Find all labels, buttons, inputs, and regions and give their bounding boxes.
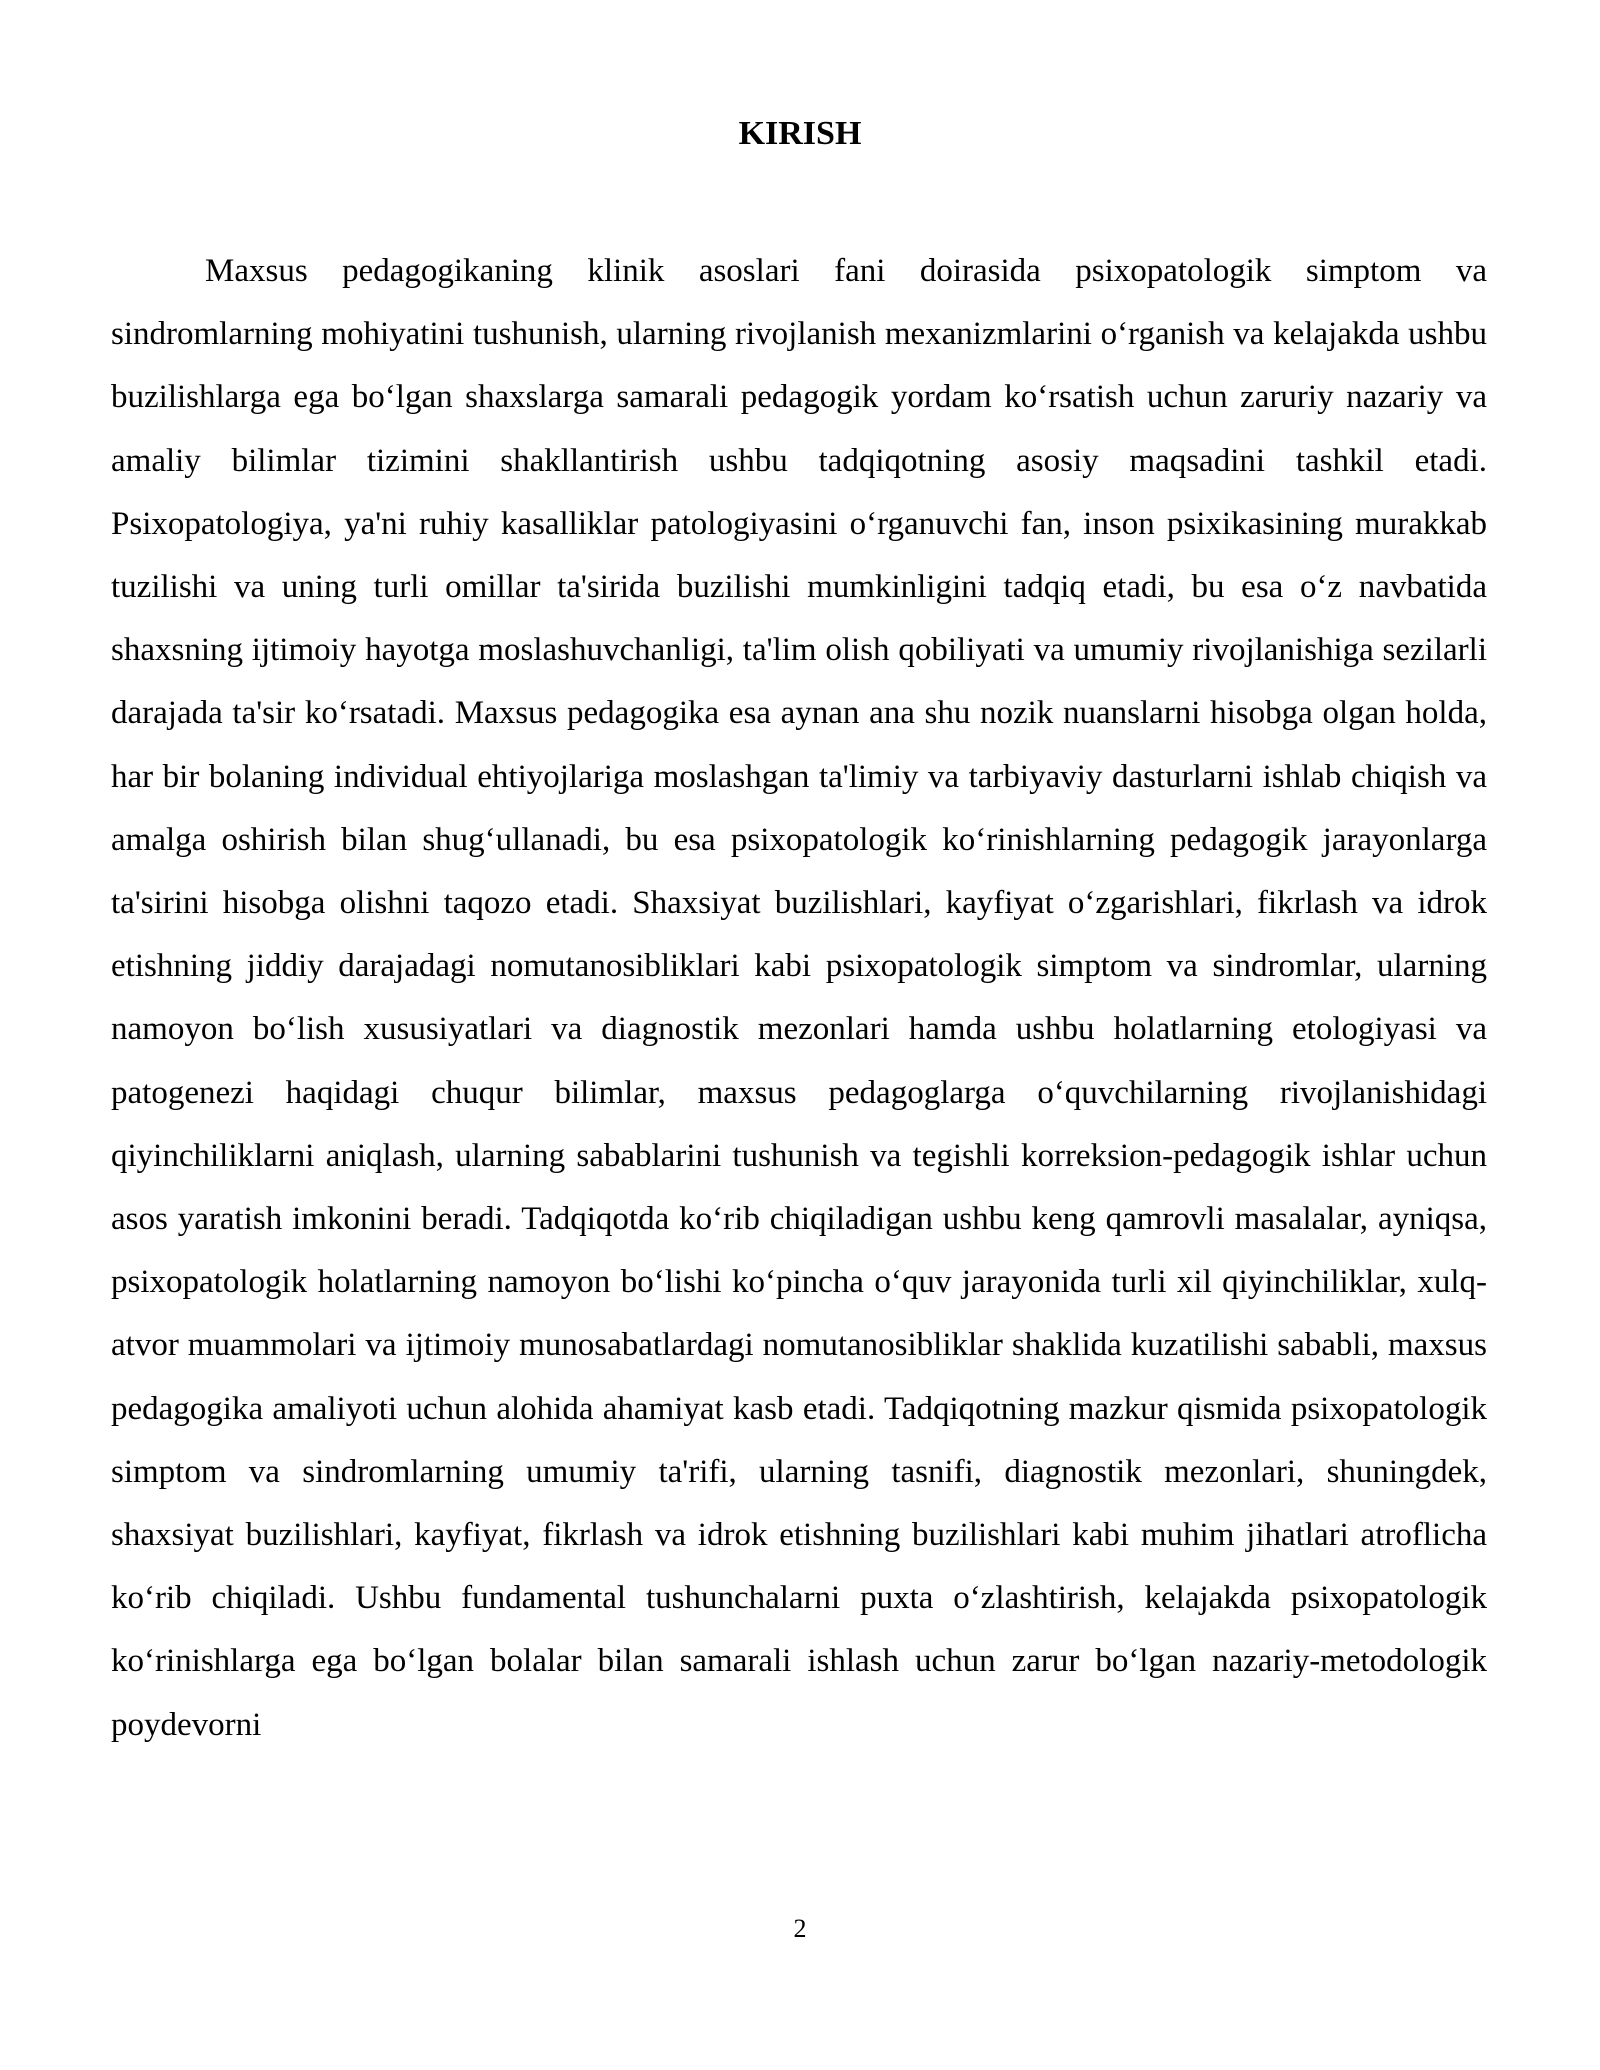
page-title: KIRISH	[738, 115, 862, 152]
page-number: 2	[793, 1914, 807, 1943]
body-paragraph: Maxsus pedagogikaning klinik asoslari fani doirasida psixopatologik simptom va sindromlarning mohiyatini tushunish, ularning rivojlanish mexanizmlarini o‘rganish va kelajakda ushbu buzilishlarga ega bo‘lgan shaxslarga samarali pedagogik yordam ko‘rsatish uchun zaruriy nazariy va amaliy bilimlar tizimini shakllantirish ushbu tadqiqotning asosiy maqsadini tashkil etadi. Psixopatologiya, ya'ni ruhiy kasalliklar patologiyasini o‘rganuvchi fan, inson psixikasining murakkab tuzilishi va uning turli omillar ta'sirida buzilishi mumkinligini tadqiq etadi, bu esa o‘z navbatida shaxsning ijtimoiy hayotga moslashuvchanligi, ta'lim olish qobiliyati va umumiy rivojlanishiga sezilarli darajada ta'sir ko‘rsatadi. Maxsus pedagogika esa aynan ana shu nozik nuanslarni hisobga olgan holda, har bir bolaning individual ehtiyojlariga moslashgan ta'limiy va tarbiyaviy dasturlarni ishlab chiqish va amalga oshirish bilan shug‘ullanadi, bu esa psixopatologik ko‘rinishlarning pedagogik jarayonlarga ta'sirini hisobga olishni taqozo etadi. Shaxsiyat buzilishlari, kayfiyat o‘zgarishlari, fikrlash va idrok etishning jiddiy darajadagi nomutanosibliklari kabi psixopatologik simptom va sindromlar, ularning namoyon bo‘lish xususiyatlari va diagnostik mezonlari hamda ushbu holatlarning etologiyasi va patogenezi haqidagi chuqur bilimlar, maxsus pedagoglarga o‘quvchilarning rivojlanishidagi qiyinchiliklarni aniqlash, ularning sabablarini tushunish va tegishli korreksion-pedagogik ishlar uchun asos yaratish imkonini beradi. Tadqiqotda ko‘rib chiqiladigan ushbu keng qamrovli masalalar, ayniqsa, psixopatologik holatlarning namoyon bo‘lishi ko‘pincha o‘quv jarayonida turli xil qiyinchiliklar, xulq-atvor muammolari va ijtimoiy munosabatlardagi nomutanosibliklar shaklida kuzatilishi sababli, maxsus pedagogika amaliyoti uchun alohida ahamiyat kasb etadi. Tadqiqotning mazkur qismida psixopatologik simptom va sindromlarning umumiy ta'rifi, ularning tasnifi, diagnostik mezonlari, shuningdek, shaxsiyat buzilishlari, kayfiyat, fikrlash va idrok etishning buzilishlari kabi muhim jihatlari atroflicha ko‘rib chiqiladi. Ushbu fundamental tushunchalarni puxta o‘zlashtirish, kelajakda psixopatologik ko‘rinishlarga ega bo‘lgan bolalar bilan samarali ishlash uchun zarur bo‘lgan nazariy-metodologik poydevorni	[111, 253, 1487, 1743]
